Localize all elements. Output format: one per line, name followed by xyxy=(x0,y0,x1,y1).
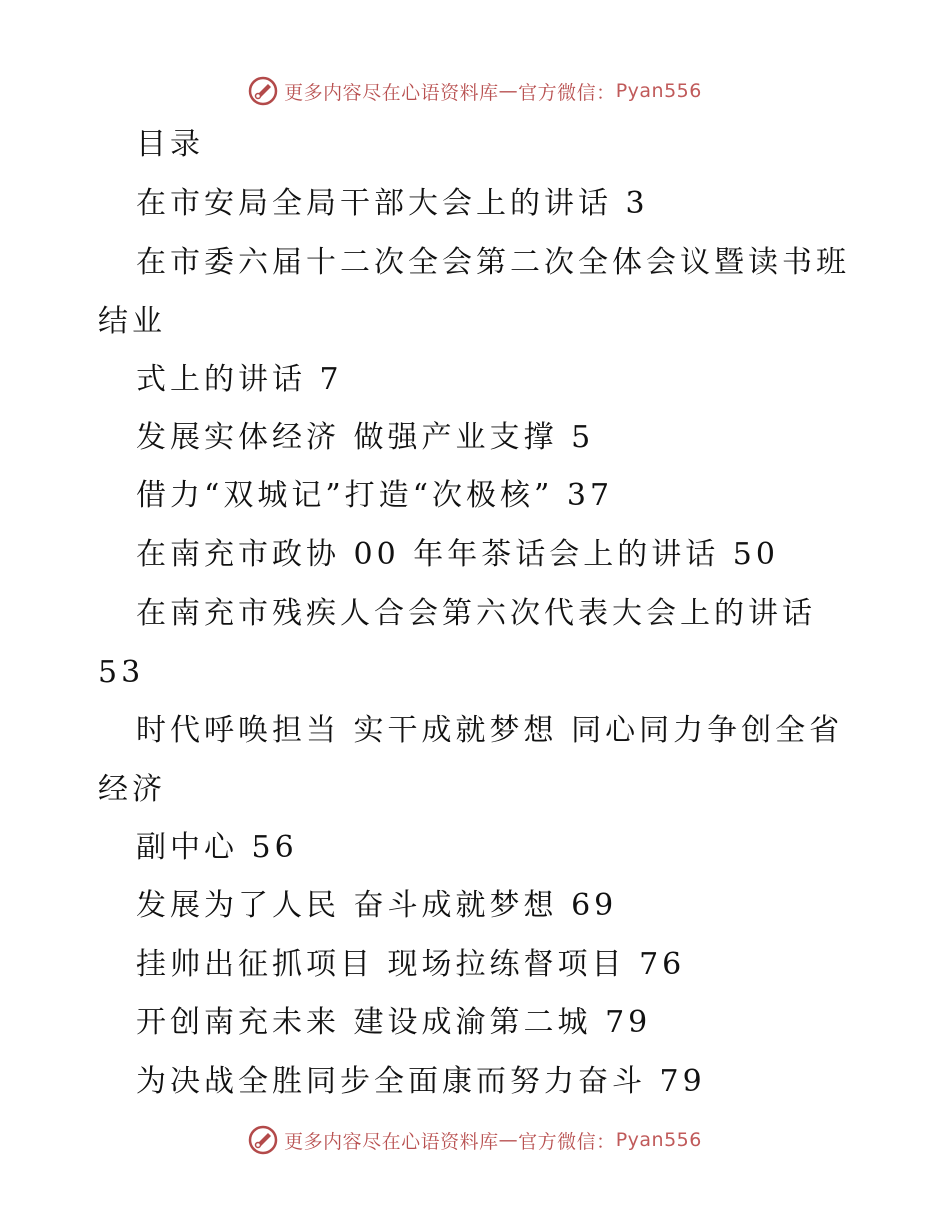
toc-entry-continuation: 结业 xyxy=(98,304,166,339)
watermark-text: 更多内容尽在心语资料库 xyxy=(284,1130,499,1153)
toc-entry: 在南充市残疾人合会第六次代表大会上的讲话 xyxy=(136,596,816,631)
toc-entry-continuation: 式上的讲话 7 xyxy=(136,362,343,397)
watermark-text: 更多内容尽在心语资料库 xyxy=(284,81,499,104)
toc-entry: 挂帅出征抓项目 现场拉练督项目 76 xyxy=(136,947,686,982)
toc-entry: 开创南充未来 建设成渝第二城 79 xyxy=(136,1005,652,1040)
toc-entry: 发展为了人民 奋斗成就梦想 69 xyxy=(136,888,618,923)
toc-entry: 时代呼唤担当 实干成就梦想 同心同力争创全省 xyxy=(136,713,844,748)
toc-entry: 借力“双城记”打造“次极核” 37 xyxy=(136,478,614,513)
watermark-separator: — xyxy=(498,80,519,102)
toc-entry: 在市安局全局干部大会上的讲话 3 xyxy=(136,186,649,221)
toc-entry-continuation: 经济 xyxy=(98,772,166,807)
toc-entry-continuation: 副中心 56 xyxy=(136,830,298,865)
toc-entry: 为决战全胜同步全面康而努力奋斗 79 xyxy=(136,1064,706,1099)
watermark-wechat-label: 官方微信： xyxy=(518,81,616,104)
toc-heading: 目录 xyxy=(136,127,204,162)
toc-entry: 在南充市政协 00 年年茶话会上的讲话 50 xyxy=(136,537,779,572)
seal-logo-icon xyxy=(248,76,278,106)
watermark-wechat-id: Pyan556 xyxy=(615,1129,702,1151)
watermark-wechat-id: Pyan556 xyxy=(615,80,702,102)
header-watermark xyxy=(0,71,950,111)
seal-logo-icon xyxy=(248,1125,278,1155)
watermark-separator: — xyxy=(498,1129,519,1151)
footer-watermark xyxy=(0,1120,950,1160)
toc-entry: 在市委六届十二次全会第二次全体会议暨读书班 xyxy=(136,245,850,280)
toc-entry: 发展实体经济 做强产业支撑 5 xyxy=(136,420,595,455)
watermark-wechat-label: 官方微信： xyxy=(518,1130,616,1153)
toc-entry-continuation: 53 xyxy=(98,655,145,690)
